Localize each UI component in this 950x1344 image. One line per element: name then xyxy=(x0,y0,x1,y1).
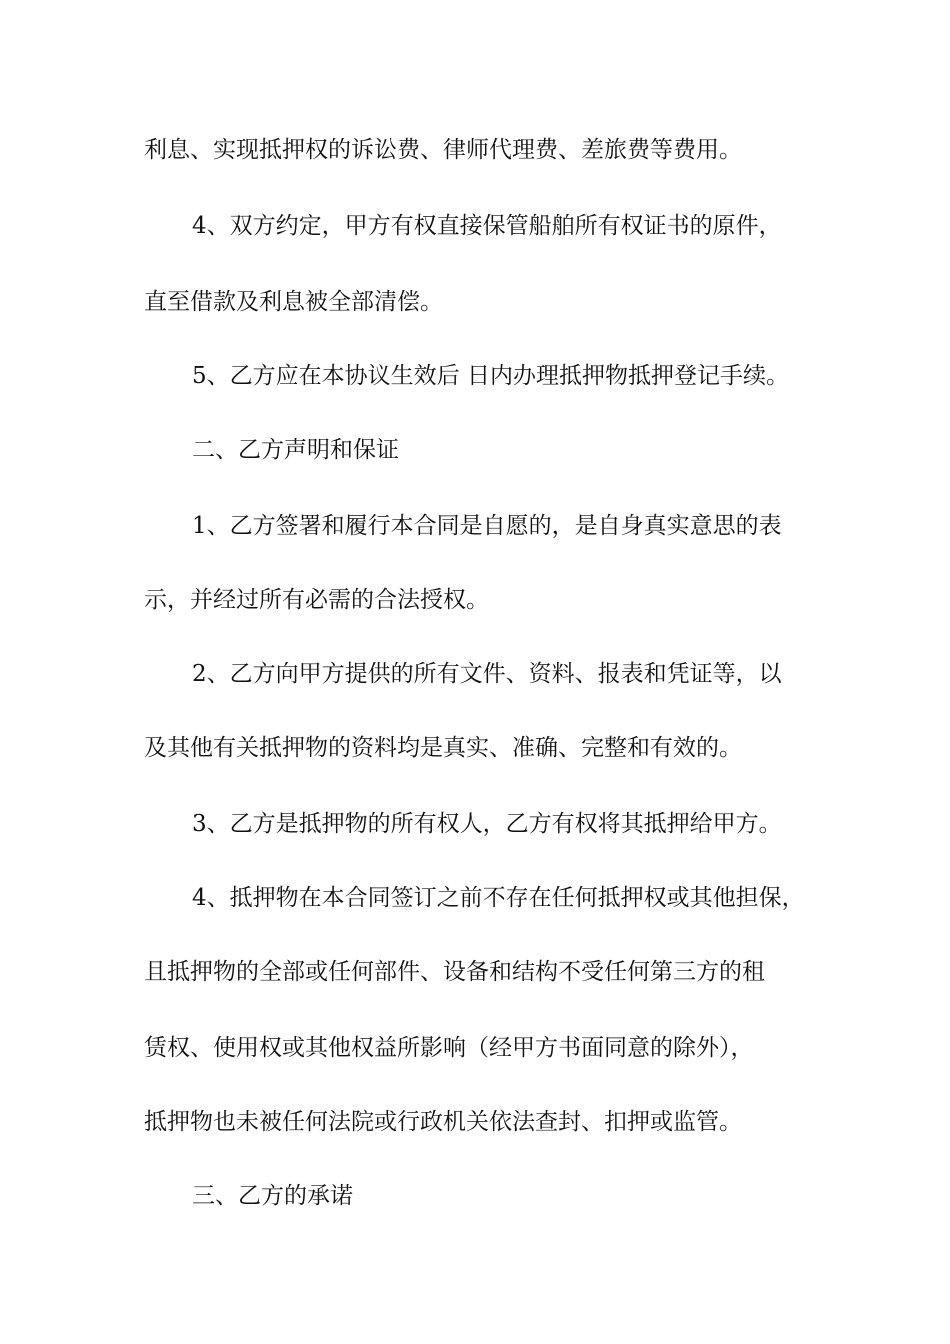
text-line: 及其他有关抵押物的资料均是真实、准确、完整和有效的。 xyxy=(144,735,742,761)
text-line: 利息、实现抵押权的诉讼费、律师代理费、差旅费等费用。 xyxy=(144,137,742,163)
text-line: 4、抵押物在本合同签订之前不存在任何抵押权或其他担保， xyxy=(192,885,805,911)
text-line: 2、乙方向甲方提供的所有文件、资料、报表和凭证等，以 xyxy=(192,661,782,687)
text-line: 4、双方约定，甲方有权直接保管船舶所有权证书的原件， xyxy=(192,213,782,239)
text-line: 5、乙方应在本协议生效后 日内办理抵押物抵押登记手续。 xyxy=(192,363,789,389)
text-line: 1、乙方签署和履行本合同是自愿的，是自身真实意思的表 xyxy=(192,513,782,539)
section-heading: 三、乙方的承诺 xyxy=(192,1183,353,1209)
text-line: 且抵押物的全部或任何部件、设备和结构不受任何第三方的租 xyxy=(144,959,765,985)
text-line: 3、乙方是抵押物的所有权人，乙方有权将其抵押给甲方。 xyxy=(192,811,782,837)
section-heading: 二、乙方声明和保证 xyxy=(192,437,399,463)
text-line: 示，并经过所有必需的合法授权。 xyxy=(144,587,489,613)
text-line: 赁权、使用权或其他权益所影响（经甲方书面同意的除外）， xyxy=(144,1035,754,1061)
text-line: 抵押物也未被任何法院或行政机关依法查封、扣押或监管。 xyxy=(144,1109,742,1135)
text-line: 直至借款及利息被全部清偿。 xyxy=(144,289,443,315)
